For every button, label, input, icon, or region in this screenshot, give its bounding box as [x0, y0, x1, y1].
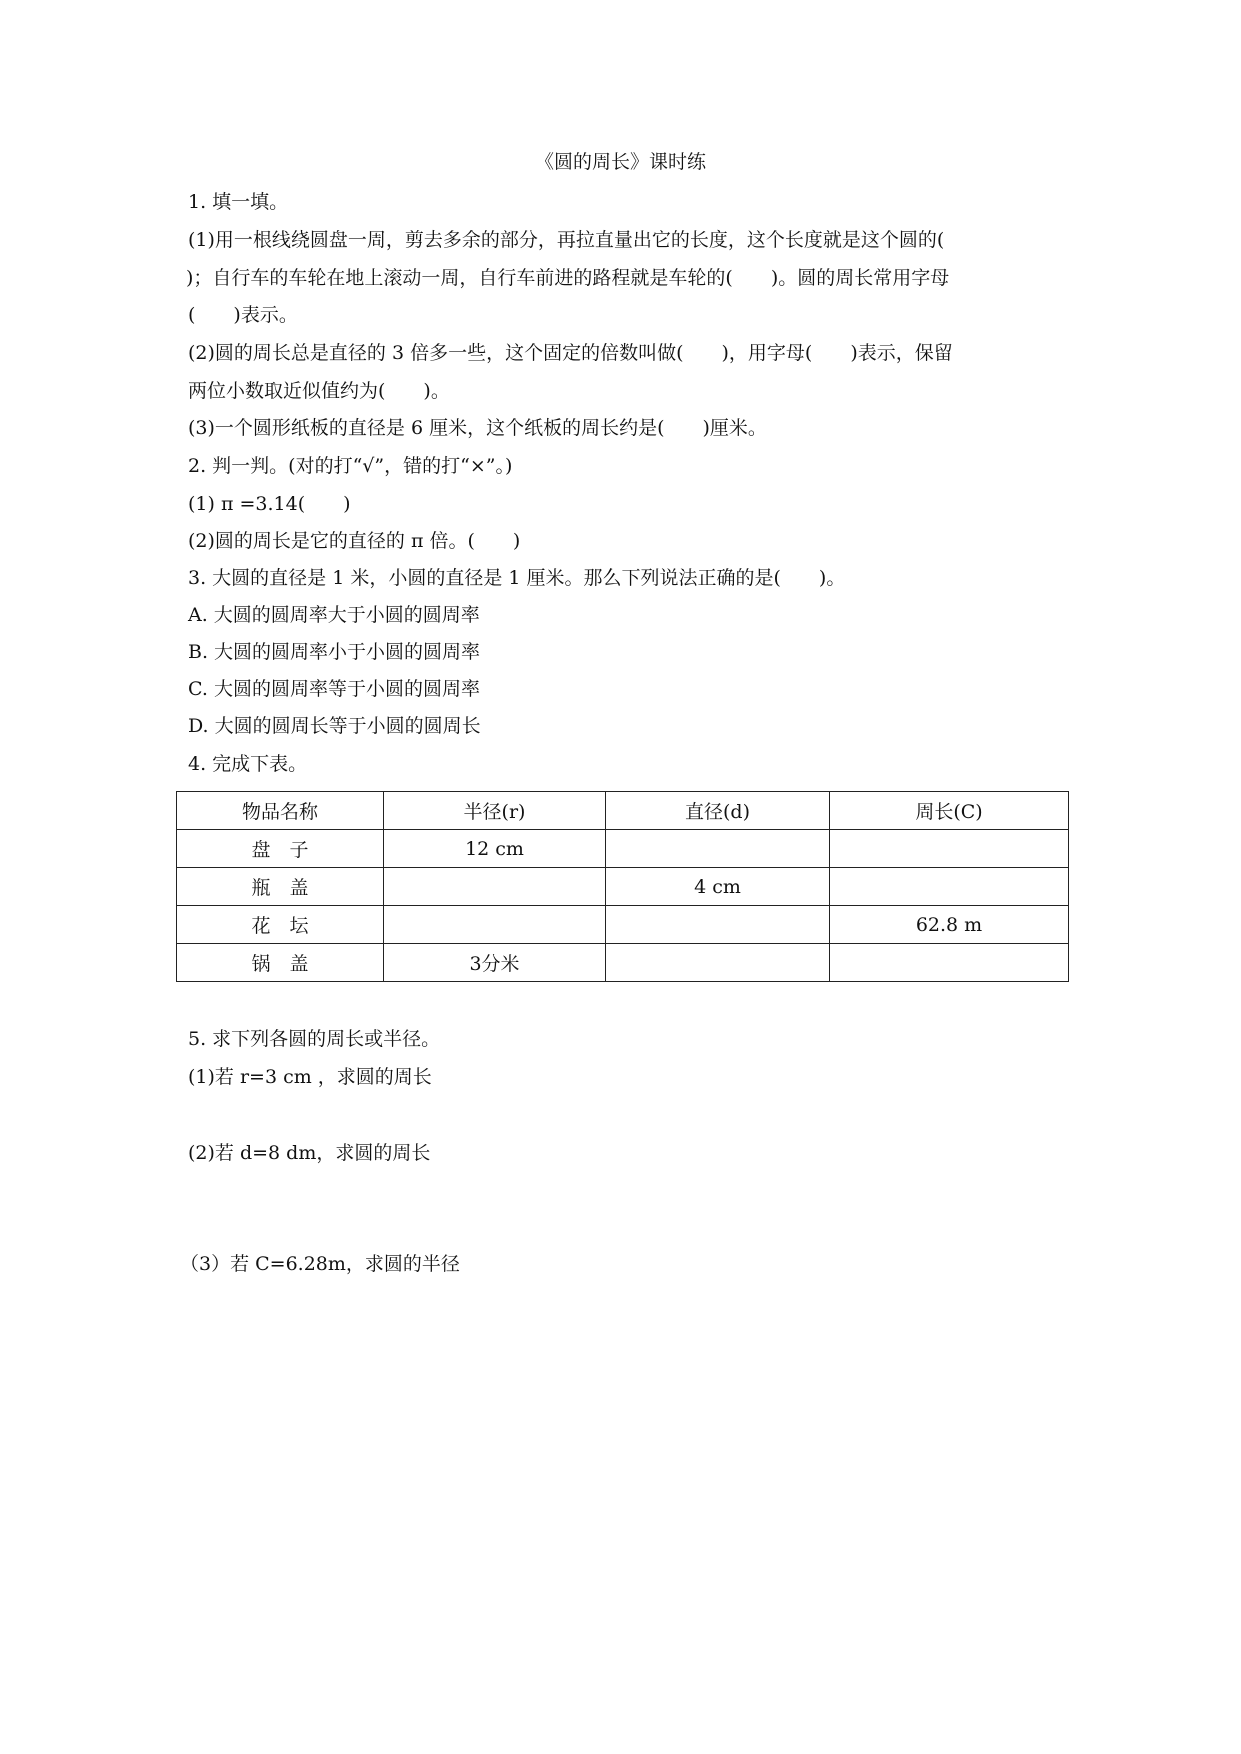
header-cell: 直径(d) [606, 792, 830, 830]
table-cell [384, 906, 606, 944]
table-cell [830, 868, 1069, 906]
q5-line: (1)若 r=3 cm ，求圆的周长 [188, 1066, 432, 1088]
text-line: (1) π =3.14( ) [188, 493, 351, 515]
fill-table [176, 791, 1069, 982]
text-line: (1)用一根线绕圆盘一周，剪去多余的部分，再拉直量出它的长度，这个长度就是这个圆的( [188, 229, 945, 251]
table-cell: 盘 子 [177, 830, 384, 868]
header-cell: 物品名称 [177, 792, 384, 830]
q5-line: (2)若 d=8 dm，求圆的周长 [188, 1142, 431, 1164]
text-line: (3)一个圆形纸板的直径是 6 厘米，这个纸板的周长约是( )厘米。 [188, 417, 767, 439]
table-cell [830, 944, 1069, 982]
table-header-row [177, 792, 1069, 830]
q5-line: 5. 求下列各圆的周长或半径。 [188, 1028, 441, 1050]
header-cell: 半径(r) [384, 792, 606, 830]
text-line: )；自行车的车轮在地上滚动一周，自行车前进的路程就是车轮的( )。圆的周长常用字母 [186, 267, 950, 289]
table-cell: 12 cm [384, 830, 606, 868]
table-row [177, 906, 1069, 944]
text-line: 2. 判一判。(对的打“√”，错的打“×”。) [188, 455, 513, 477]
table-row [177, 868, 1069, 906]
table-row [177, 944, 1069, 982]
text-line: ( )表示。 [188, 304, 298, 326]
text-line: B. 大圆的圆周率小于小圆的圆周率 [188, 641, 481, 663]
q5-line: （3）若 C=6.28m，求圆的半径 [180, 1253, 460, 1275]
table-cell [606, 906, 830, 944]
table-cell [830, 830, 1069, 868]
table-cell: 62.8 m [830, 906, 1069, 944]
text-line: A. 大圆的圆周率大于小圆的圆周率 [188, 604, 480, 626]
text-line: 1. 填一填。 [188, 191, 289, 213]
text-line: C. 大圆的圆周率等于小圆的圆周率 [188, 678, 480, 700]
table-row [177, 830, 1069, 868]
header-cell: 周长(C) [830, 792, 1069, 830]
text-line: 3. 大圆的直径是 1 米，小圆的直径是 1 厘米。那么下列说法正确的是( )。 [188, 567, 846, 589]
page-title: 《圆的周长》课时练 [534, 151, 706, 173]
table-cell [384, 868, 606, 906]
text-line: 两位小数取近似值约为( )。 [188, 380, 450, 402]
text-line: (2)圆的周长是它的直径的 π 倍。( ) [188, 530, 521, 552]
table-cell: 花 坛 [177, 906, 384, 944]
text-line: (2)圆的周长总是直径的 3 倍多一些，这个固定的倍数叫做( )，用字母( )表示，保留 [188, 342, 953, 364]
text-line: 4. 完成下表。 [188, 753, 308, 775]
text-line: D. 大圆的圆周长等于小圆的圆周长 [188, 715, 481, 737]
table-cell [606, 830, 830, 868]
table-cell [606, 944, 830, 982]
table-cell: 瓶 盖 [177, 868, 384, 906]
table-cell: 3分米 [384, 944, 606, 982]
table-cell: 4 cm [606, 868, 830, 906]
table-cell: 锅 盖 [177, 944, 384, 982]
